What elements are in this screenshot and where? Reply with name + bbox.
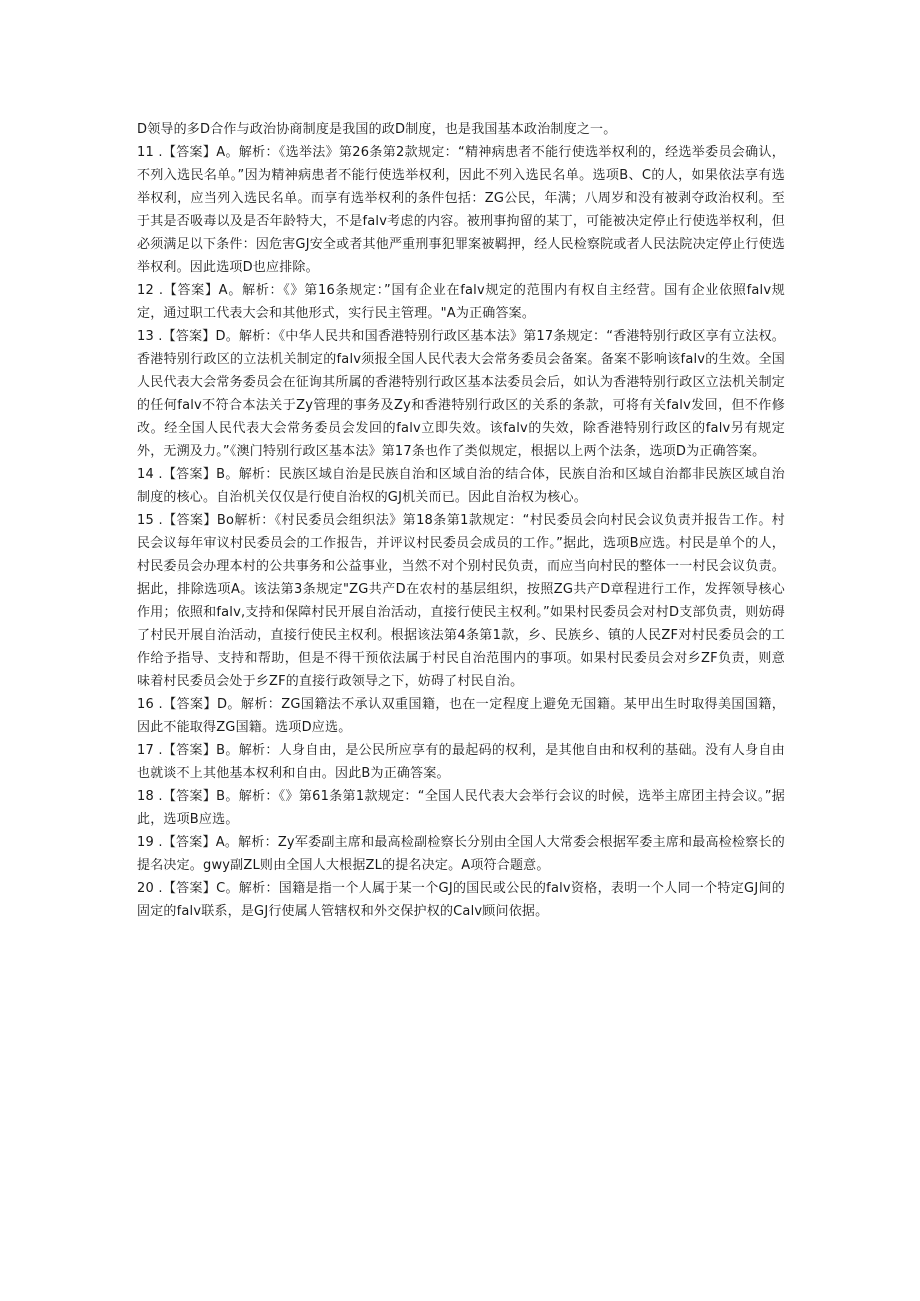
answer-17: 17 .【答案】B。解析：人身自由，是公民所应享有的最起码的权利，是其他自由和权利的基础。没有人身自由也就谈不上其他基本权利和自由。因此B为正确答案。 (137, 743, 785, 781)
answer-14: 14 .【答案】B。解析：民族区域自治是民族自治和区域自治的结合体，民族自治和区域自治都非民族区域自治制度的核心。自治机关仅仅是行使自治权的GJ机关而已。因此自治权为核心。 (137, 467, 785, 505)
answer-12: 12 .【答案】A。解析：《》第16条规定：”国有企业在falv规定的范围内有权自主经营。国有企业依照falv规定，通过职工代表大会和其他形式，实行民主管理。"A为正确答案。 (137, 283, 785, 321)
answer-19: 19 .【答案】A。解析：Zy军委副主席和最高检副检察长分别由全国人大常委会根据军委主席和最高检检察长的提名决定。gwy副ZL则由全国人大根据ZL的提名决定。A项符合题意。 (137, 835, 785, 873)
answer-18: 18 .【答案】B。解析：《》第61条第1款规定：“全国人民代表大会举行会议的时候，选举主席团主持会议。”据此，选项B应选。 (137, 789, 785, 827)
answer-20: 20 .【答案】C。解析：国籍是指一个人属于某一个GJ的国民或公民的falv资格，表明一个人同一个特定GJ间的固定的falv联系，是GJ行使属人管辖权和外交保护权的Calv顾问依据。 (137, 881, 785, 919)
answer-13: 13 .【答案】D。解析：《中华人民共和国香港特别行政区基本法》第17条规定：“香港特别行政区享有立法权。香港特别行政区的立法机关制定的falv须报全国人民代表大会常务委员会备案。备案不影响该falv的生效。全国人民代表大会常务委员会在征询其所属的香港特别行政区基本法委员会后，如认为香港特别行政区立法机关制定的任何falv不符合本法关于Zy管理的事务及Zy和香港特别行政区的关系的条款，可将有关falv发回，但不作修改。经全国人民代表大会常务委员会发回的falv立即失效。该falv的失效，除香港特别行政区的falv另有规定外，无溯及力。”《澳门特别行政区基本法》第17条也作了类似规定，根据以上两个法条，选项D为正确答案。 (137, 329, 785, 459)
paragraph-intro: D领导的多D合作与政治协商制度是我国的政D制度，也是我国基本政治制度之一。 (137, 122, 617, 137)
answer-15: 15 .【答案】Bo解析：《村民委员会组织法》第18条第1款规定：“村民委员会向村民会议负责并报告工作。村民会议每年审议村民委员会的工作报告，并评议村民委员会成员的工作。”据此，选项B应选。村民是单个的人，村民委员会办理本村的公共事务和公益事业，当然不对个别村民负责，而应当向村民的整体一一村民会议负责。据此，排除选项A。该法第3条规定"ZG共产D在农村的基层组织，按照ZG共产D章程进行工作，发挥领导核心作用；依照和falv,支持和保障村民开展自治活动，直接行使民主权利。”如果村民委员会对村D支部负责，则妨碍了村民开展自治活动，直接行使民主权利。根据该法第4条第1款，乡、民族乡、镇的人民ZF对村民委员会的工作给予指导、支持和帮助，但是不得干预依法属于村民自治范围内的事项。如果村民委员会对乡ZF负责，则意味着村民委员会处于乡ZF的直接行政领导之下，妨碍了村民自治。 (137, 513, 785, 689)
answer-16: 16 .【答案】D。解析：ZG国籍法不承认双重国籍，也在一定程度上避免无国籍。某甲出生时取得美国国籍，因此不能取得ZG国籍。选项D应选。 (137, 697, 785, 735)
answer-11: 11 .【答案】A。解析：《选举法》第26条第2款规定：“精神病患者不能行使选举权利的，经选举委员会确认，不列入选民名单。”因为精神病患者不能行使选举权利，因此不列入选民名单。选项B、C的人，如果依法享有选举权利，应当列入选民名单。而享有选举权利的条件包括：ZG公民，年满；八周岁和没有被剥夺政治权利。至于其是否吸毒以及是否年龄特大，不是falv考虑的内容。被刑事拘留的某丁，可能被决定停止行使选举权利，但必须满足以下条件：因危害GJ安全或者其他严重刑事犯罪案被羁押，经人民检察院或者人民法院决定停止行使选举权利。因此选项D也应排除。 (137, 145, 785, 275)
document-body (137, 118, 785, 923)
